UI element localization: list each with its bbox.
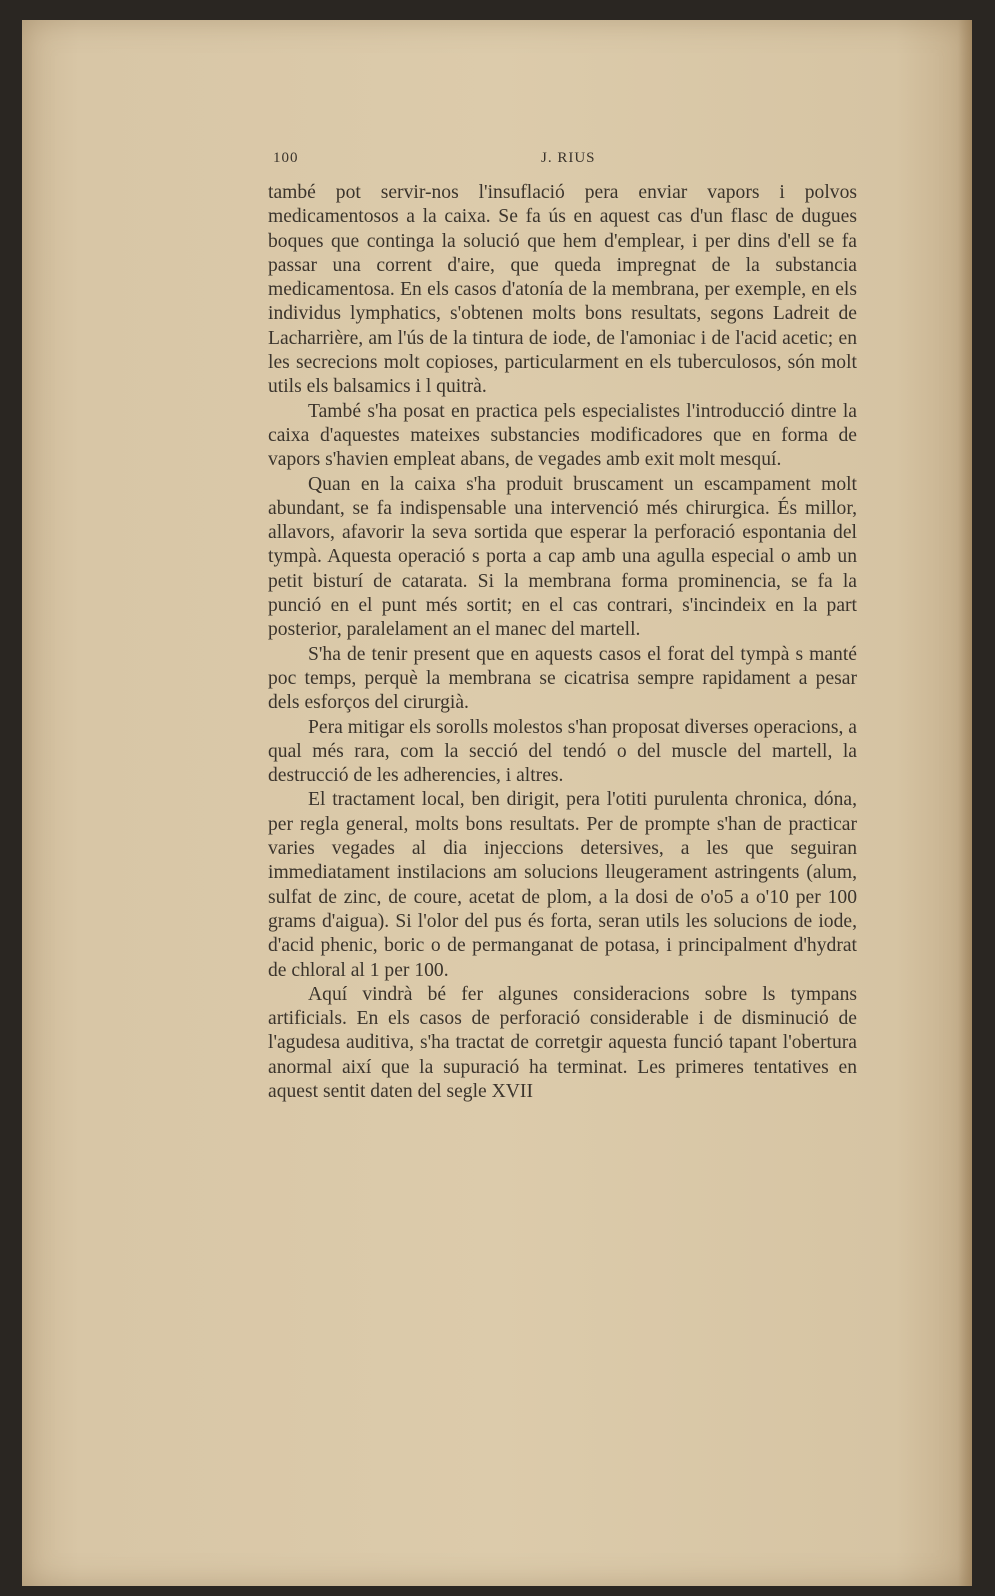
paragraph: També s'ha posat en practica pels especialistes l'introducció dintre la caixa d'aquestes mateixes substancies modificadores que en forma de vapors s'havien empleat abans, de vegades amb exit molt mesquí. — [268, 400, 857, 471]
body-text — [268, 181, 857, 1104]
paragraph: Quan en la caixa s'ha produit bruscament un escampament molt abundant, se fa indispensable una intervenció més chirurgica. És millor, allavors, afavorir la seva sortida que esperar la perforació espontania del tympà. Aquesta operació s porta a cap amb una agulla especial o amb un petit bisturí de catarata. Si la membrana forma prominencia, se fa la punció en el punt més sortit; en el cas contrari, s'incindeix en la part posterior, paralelament an el manec del martell. — [268, 473, 857, 641]
page-header — [273, 150, 873, 174]
paragraph: també pot servir-nos l'insuflació pera enviar vapors i polvos medicamentosos a la caixa. Se fa ús en aquest cas d'un flasc de dugues boques que continga la solució que hem d'emplear, i per dins d'ell se fa passar una corrent d'aire, que queda impregnat de la substancia medicamentosa. En els casos d'atonía de la membrana, per exemple, en els individus lymphatics, s'obtenen molts bons resultats, segons Ladreit de Lacharrière, am l'ús de la tintura de iode, de l'amoniac i de l'acid acetic; en les secrecions molt copioses, particularment en els tuberculosos, són molt utils els balsamics i l quitrà. — [268, 182, 857, 398]
page-number: 100 — [273, 150, 299, 166]
paragraph: S'ha de tenir present que en aquests casos el forat del tympà s manté poc temps, perquè la membrana se cicatrisa sempre rapidament a pesar dels esforços del cirurgià. — [268, 643, 857, 714]
paragraph: Aquí vindrà bé fer algunes consideracions sobre ls tympans artificials. En els casos de perforació considerable i de disminució de l'agudesa auditiva, s'ha tractat de corretgir aquesta funció tapant l'obertura anormal així que la supuració ha terminat. Les primeres tentatives en aquest sentit daten del segle XVII — [268, 983, 857, 1102]
page-edge-shadow — [958, 20, 972, 1586]
running-head: J. RIUS — [541, 150, 596, 166]
paragraph: Pera mitigar els sorolls molestos s'han proposat diverses operacions, a qual més rara, com la secció del tendó o del muscle del martell, la destrucció de les adherencies, i altres. — [268, 716, 857, 787]
paragraph: El tractament local, ben dirigit, pera l'otiti purulenta chronica, dóna, per regla general, molts bons resultats. Per de prompte s'han de practicar varies vegades al dia injeccions detersives, a les que seguiran immediatament instilacions am solucions lleugerament astringents (alum, sulfat de zinc, de coure, acetat de plom, a la dosi de o'o5 a o'10 per 100 grams d'aigua). Si l'olor del pus és forta, seran utils les solucions de iode, d'acid phenic, boric o de permanganat de potasa, i principalment d'hydrat de chloral al 1 per 100. — [268, 789, 857, 981]
